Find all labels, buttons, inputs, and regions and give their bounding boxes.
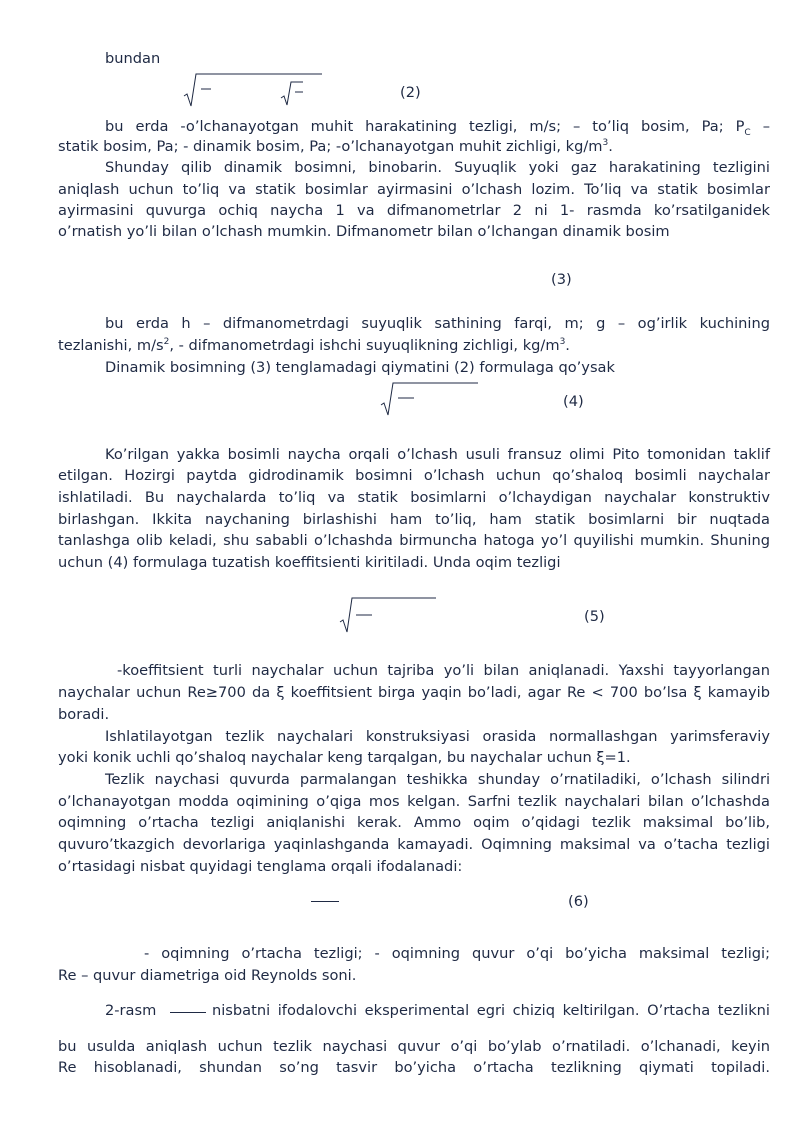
text-line: ishlatiladi. Bu naychalarda to’liq va statik bosimlarni o’lchaydigan naychalar konstruktiv (58, 489, 770, 506)
equation-number: (4) (563, 393, 584, 410)
text-line: bundan (105, 50, 161, 67)
text-line: etilgan. Hozirgi paytda gidrodinamik bosimni o’lchash uchun qo’shaloq bosimli naychalar (58, 467, 770, 484)
text-line: yoki konik uchli qo’shaloq naychalar keng tarqalgan, bu naychalar uchun ξ=1. (58, 749, 631, 766)
text-line: tanlashga olib keladi, shu sababli o’lchashda birmuncha hatoga yo’l quyilishi mumkin. Shuning (58, 532, 770, 549)
equation-number: (2) (400, 84, 421, 101)
text-line: naychalar uchun Re≥700 da ξ koeffitsient birga yaqin bo’ladi, agar Re < 700 bo’lsa ξ kamayib (58, 684, 770, 701)
fraction-bar (170, 1012, 206, 1013)
text-line: quvuro’tkazgich devorlariga yaqinlashganda kamayadi. Oqimning maksimal va o’tacha tezligi (58, 836, 770, 853)
text-line: Ko’rilgan yakka bosimli naycha orqali o’lchash usuli fransuz olimi Pito tomonidan taklif (105, 446, 770, 463)
text-line: Dinamik bosimning (3) tenglamadagi qiymatini (2) formulaga qo’ysak (105, 359, 615, 376)
text-line: bu usulda aniqlash uchun tezlik naychasi quvur o’qi bo’ylab o’rnatiladi. o’lchanadi, keyin (58, 1038, 770, 1055)
text-line: ayirmasini quvurga ochiq naycha 1 va difmanometrlar 2 ni 1- rasmda ko’rsatilganidek (58, 202, 770, 219)
text-line: birlashgan. Ikkita naychaning birlashishi ham to’liq, ham statik bosimlarni bir nuqtada (58, 511, 770, 528)
text-line: Ishlatilayotgan tezlik naychalari konstruksiyasi orasida normallashgan yarimsferaviy (105, 728, 770, 745)
text-line: Re hisoblanadi, shundan so’ng tasvir bo’yicha o’rtacha tezlikning qiymati topiladi. (58, 1059, 770, 1076)
equation-number: (6) (568, 893, 589, 910)
text-line: bu erda h – difmanometrdagi suyuqlik sathining farqi, m; g – og’irlik kuchining (105, 315, 770, 332)
sqrt-symbol (339, 596, 439, 636)
text-line: Tezlik naychasi quvurda parmalangan teshikka shunday o’rnatiladiki, o’lchash silindri (105, 771, 770, 788)
fraction-bar (311, 901, 339, 902)
text-line: nisbatni ifodalovchi eksperimental egri chiziq keltirilgan. O’rtacha tezlikni (212, 1002, 770, 1019)
text-line: - oqimning o’rtacha tezligi; - oqimning quvur o’qi bo’yicha maksimal tezligi; (144, 945, 770, 962)
sqrt-symbol (380, 381, 480, 419)
equation-number: (3) (551, 271, 572, 288)
equation-number: (5) (584, 608, 605, 625)
text-line: Shunday qilib dinamik bosimni, binobarin. Suyuqlik yoki gaz harakatining tezligini (105, 159, 770, 176)
text-line: boradi. (58, 706, 110, 723)
text-line: uchun (4) formulaga tuzatish koeffitsienti kiritiladi. Unda oqim tezligi (58, 554, 561, 571)
text-line: o’rtasidagi nisbat quyidagi tenglama orqali ifodalanadi: (58, 858, 463, 875)
text-line: aniqlash uchun to’liq va statik bosimlar ayirmasini o’lchash lozim. To’liq va statik bosimlar (58, 181, 770, 198)
sqrt-symbol (183, 72, 323, 110)
text-line: o’rnatish yo’li bilan o’lchash mumkin. Difmanometr bilan o’lchangan dinamik bosim (58, 223, 670, 240)
text-line: tezlanishi, $m/s^2$, - difmanometrdagi ishchi suyuqlikning zichligi, $kg/m^3$. (58, 337, 570, 354)
text-line: o’lchanayotgan modda oqimining o’qiga mos kelgan. Sarfni tezlik naychalari bilan o’lchashda (58, 793, 770, 810)
text-line: -koeffitsient turli naychalar uchun tajriba yo’li bilan aniqlanadi. Yaxshi tayyorlangan (117, 662, 770, 679)
text-line: 2-rasm (105, 1002, 157, 1019)
text-line: Re – quvur diametriga oid Reynolds soni. (58, 967, 357, 984)
text-line: bu erda -o’lchanayotgan muhit harakatining tezligi, m/s; – to’liq bosim, Pa; $P_C$ – (105, 118, 770, 138)
text-line: oqimning o’rtacha tezligi aniqlanishi kerak. Ammo oqim o’qidagi tezlik maksimal bo’lib, (58, 814, 770, 831)
text-line: statik bosim, Pa; - dinamik bosim, Pa; -o’lchanayotgan muhit zichligi, $kg/m^3$. (58, 138, 613, 155)
